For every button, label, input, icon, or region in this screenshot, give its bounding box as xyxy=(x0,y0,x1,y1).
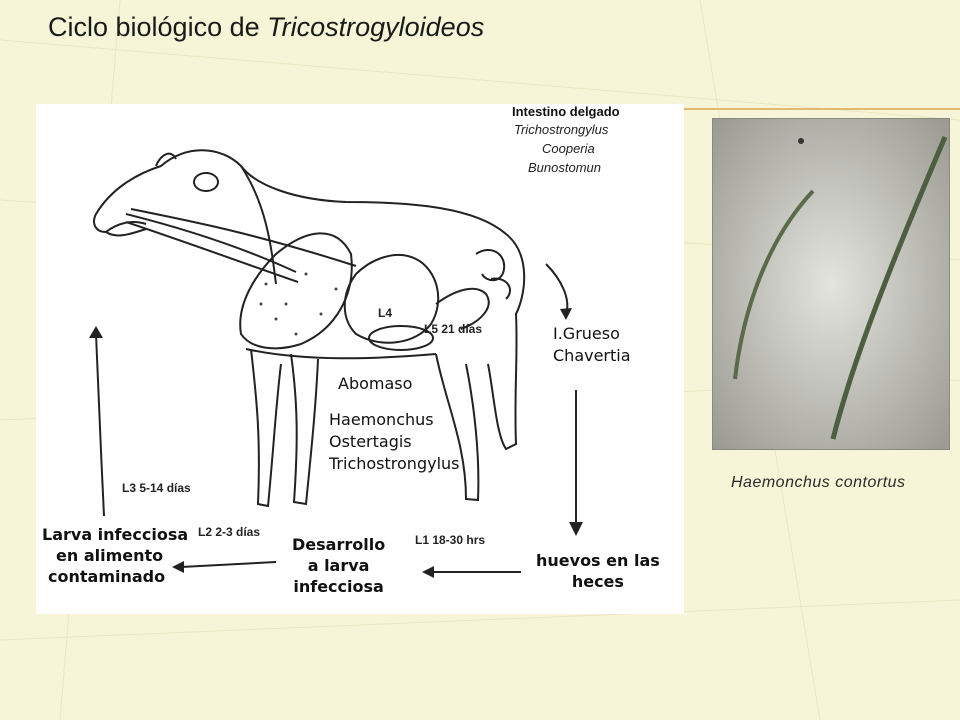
title-plain: Ciclo biológico de xyxy=(48,12,268,42)
grueso-genus: Chavertia xyxy=(553,346,631,365)
stage-l2-label: L2 2-3 días xyxy=(198,525,261,539)
larva-line-2: en alimento xyxy=(56,546,164,565)
title-italic: Tricostrogyloideos xyxy=(267,12,485,42)
desarrollo-line-1: Desarrollo xyxy=(292,535,386,554)
slide-title xyxy=(48,12,484,43)
worm-micrograph xyxy=(713,119,949,449)
huevos-line-1: huevos en las xyxy=(536,551,660,570)
desarrollo-line-3: infecciosa xyxy=(293,577,384,596)
abomaso-genus-1: Haemonchus xyxy=(329,410,434,429)
stage-l3-label: L3 5-14 días xyxy=(122,481,191,495)
huevos-line-2: heces xyxy=(571,572,624,591)
intestino-genus-3: Bunostomun xyxy=(528,160,601,175)
desarrollo-line-2: a larva xyxy=(307,556,370,575)
abomaso-genus-2: Ostertagis xyxy=(329,432,412,451)
larva-line-3: contaminado xyxy=(48,567,166,586)
haemonchus-photo xyxy=(712,118,950,450)
intestino-heading: Intestino delgado xyxy=(512,104,620,119)
intestino-genus-1: Trichostrongylus xyxy=(514,122,609,137)
larva-line-1: Larva infecciosa xyxy=(42,525,189,544)
abomaso-genus-3: Trichostrongylus xyxy=(329,454,460,473)
stage-l4-label: L4 xyxy=(378,306,393,320)
stage-l1-label: L1 18-30 hrs xyxy=(415,533,486,547)
photo-caption: Haemonchus contortus xyxy=(731,474,906,491)
grueso-heading: I.Grueso xyxy=(553,324,620,343)
huevos-text xyxy=(536,550,660,592)
intestino-genus-2: Cooperia xyxy=(542,141,595,156)
abomaso-heading: Abomaso xyxy=(338,374,413,393)
life-cycle-diagram xyxy=(36,104,684,614)
larva-infecciosa-text xyxy=(42,524,188,587)
desarrollo-text xyxy=(292,534,385,597)
stage-l5-label: L5 21 días xyxy=(424,322,483,336)
